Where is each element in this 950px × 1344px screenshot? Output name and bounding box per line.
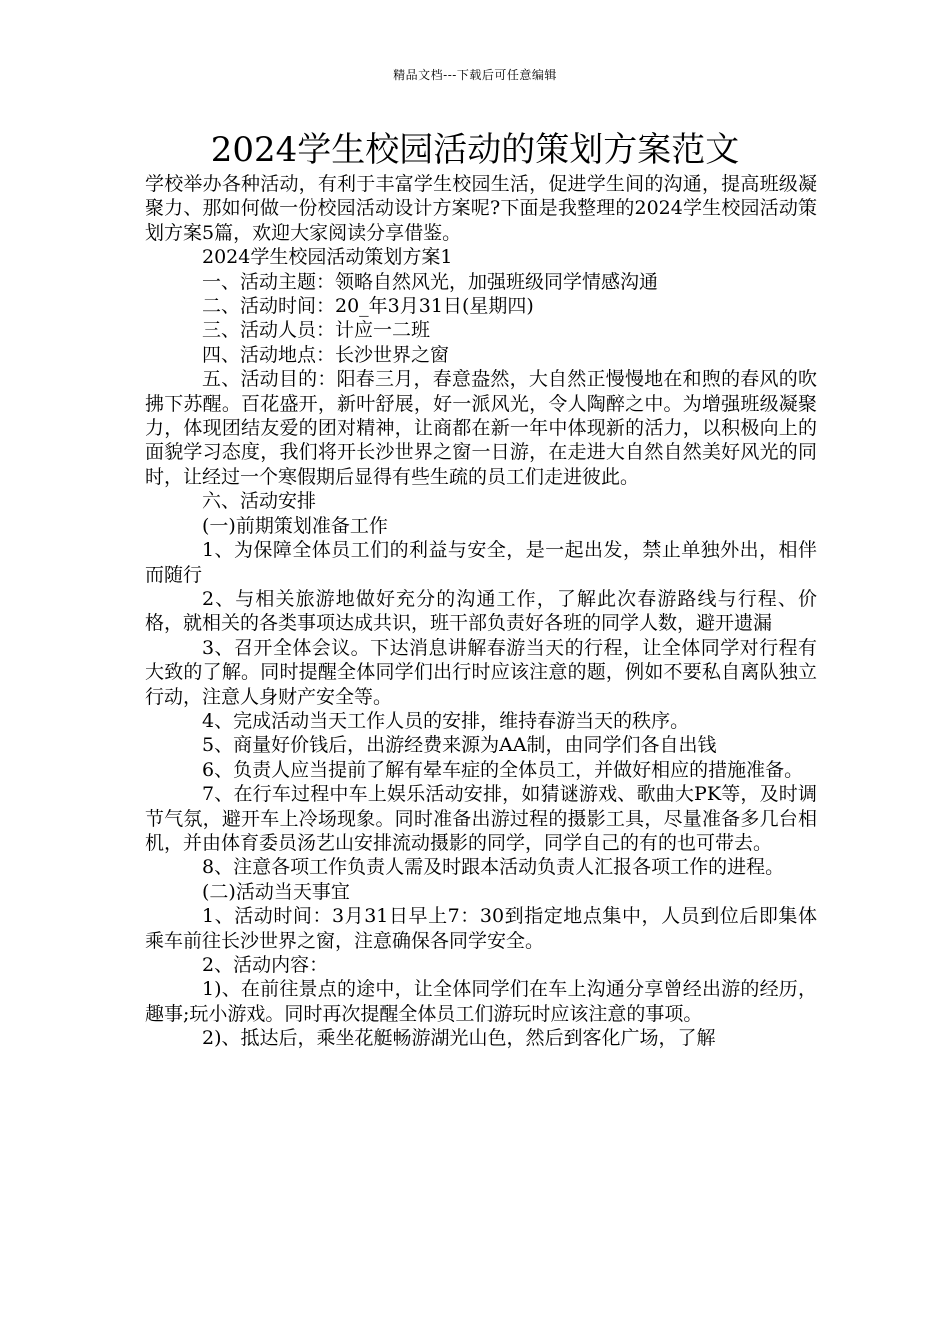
paragraph: 一、活动主题：领略自然风光，加强班级同学情感沟通 (202, 270, 659, 293)
paragraph: 7、在行车过程中车上娱乐活动安排，如猜谜游戏、歌曲大PK等，及时调节气氛，避开车上冷场现象。同时准备出游过程的摄影工具，尽量准备多几台相机，并由体育委员汤艺山安排流动摄影的同学，同学自己的有的也可带去。 (145, 783, 817, 854)
paragraph: 4、完成活动当天工作人员的安排，维持春游当天的秩序。 (202, 709, 690, 732)
paragraph: (二)活动当天事宜 (202, 880, 350, 903)
document-body (145, 172, 817, 1051)
paragraph: 2、与相关旅游地做好充分的沟通工作，了解此次春游路线与行程、价格，就相关的各类事项达成共识，班干部负责好各班的同学人数，避开遗漏 (145, 587, 817, 635)
paragraph: 三、活动人员：计应一二班 (202, 319, 431, 342)
paragraph: 六、活动安排 (202, 490, 317, 513)
paragraph: 1)、在前往景点的途中，让全体同学们在车上沟通分享曾经出游的经历，趣事;玩小游戏。同时再次提醒全体员工们游玩时应该注意的事项。 (145, 978, 817, 1025)
paragraph: (一)前期策划准备工作 (202, 514, 388, 537)
paragraph: 2、活动内容： (202, 954, 329, 976)
paragraph: 1、为保障全体员工们的利益与安全，是一起出发，禁止单独外出，相伴而随行 (145, 539, 817, 586)
paragraph: 1、活动时间：3月31日早上7：30到指定地点集中，人员到位后即集体乘车前往长沙世界之窗，注意确保各同学安全。 (145, 905, 817, 952)
paragraph: 五、活动目的：阳春三月，春意盎然，大自然正慢慢地在和煦的春风的吹拂下苏醒。百花盛开，新叶舒展，好一派风光，令人陶醉之中。为增强班级凝聚力，体现团结友爱的团对精神，让商都在新一年中体现新的活力，以积极向上的面貌学习态度，我们将开长沙世界之窗一日游，在走进大自然自然美好风光的同时，让经过一个寒假期后显得有些生疏的员工们走进彼此。 (145, 368, 817, 488)
paragraph: 二、活动时间：20_年3月31日(星期四) (202, 295, 534, 318)
document-title: 2024学生校园活动的策划方案范文 (210, 130, 740, 170)
paragraph: 四、活动地点：长沙世界之窗 (202, 343, 450, 366)
header-note: 精品文档---下载后可任意编辑 (393, 68, 557, 82)
paragraph: 6、负责人应当提前了解有晕车症的全体员工，并做好相应的措施准备。 (202, 758, 804, 781)
paragraph: 8、注意各项工作负责人需及时跟本活动负责人汇报各项工作的进程。 (202, 856, 785, 879)
paragraph: 5、商量好价钱后，出游经费来源为AA制，由同学们各自出钱 (202, 734, 717, 757)
paragraph: 2)、抵达后，乘坐花艇畅游湖光山色，然后到客化广场，了解 (202, 1027, 716, 1050)
paragraph: 2024学生校园活动策划方案1 (202, 246, 453, 269)
paragraph: 学校举办各种活动，有利于丰富学生校园生活，促进学生间的沟通，提高班级凝聚力、那如何做一份校园活动设计方案呢?下面是我整理的2024学生校园活动策划方案5篇，欢迎大家阅读分享借鉴。 (145, 173, 817, 244)
paragraph: 3、召开全体会议。下达消息讲解春游当天的行程，让全体同学对行程有大致的了解。同时提醒全体同学们出行时应该注意的题，例如不要私自离队独立行动，注意人身财产安全等。 (145, 636, 817, 708)
